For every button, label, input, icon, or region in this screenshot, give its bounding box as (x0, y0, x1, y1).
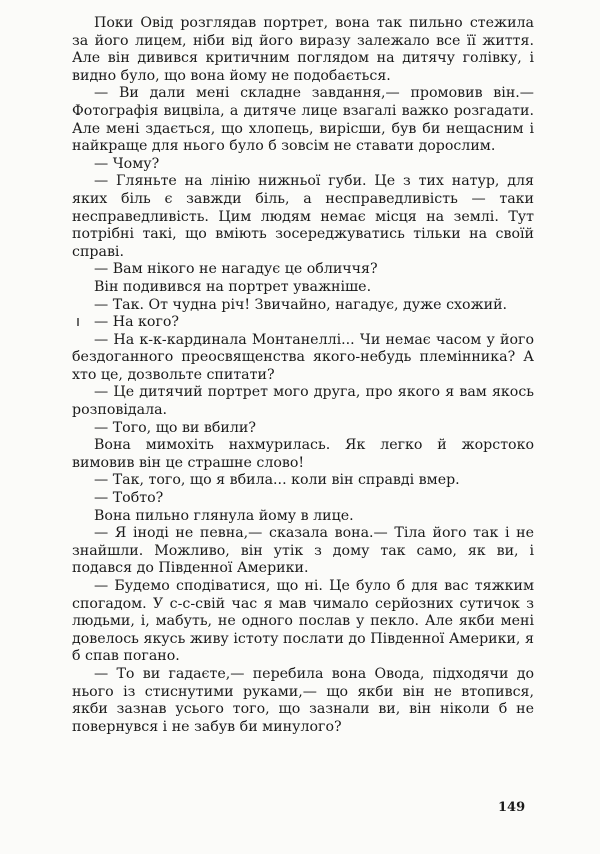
paragraph: — То ви гадаєте,— перебила вона Овода, підходячи до нього із стиснутими руками,— що якби він не втопився, якби зазнав усього того, що зазнали ви, він ніколи б не повернувся і не забув би минулого? (72, 665, 534, 735)
paragraph: Вона пильно глянула йому в лице. (94, 507, 354, 524)
paragraph: — Будемо сподіватися, що ні. Це було б для вас тяжким спогадом. У с-с-свій час я мав чимало серйозних сутичок з людьми, і, мабуть, не одного послав у пекло. Але якби мені довелось якусь живу істоту послати до Південної Америки, я б спав погано. (72, 578, 534, 665)
paragraph: — Це дитячий портрет мого друга, про якого я вам якось розповідала. (72, 384, 534, 419)
paragraph: — Тобто? (94, 490, 164, 507)
paragraph: — Так, того, що я вбила... коли він справді вмер. (94, 472, 460, 489)
paragraph: — На к-к-кардинала Монтанеллі... Чи немає часом у його бездоганного преосвященства якого-небудь племінника? А хто це, дозвольте спитати? (72, 331, 534, 383)
paragraph: — Я іноді не певна,— сказала вона.— Тіла його так і не знайшли. Можливо, він утік з дому так само, як ви, і подався до Південної Америки. (72, 525, 534, 577)
paragraph: — Чому? (94, 155, 160, 172)
paragraph: — Гляньте на лінію нижньої губи. Це з тих натур, для яких біль є завжди біль, а несправедливість — таки несправедливість. Цим людям немає місця на землі. Тут потрібні такі, що вміють зосереджуватись тільки на своїй справі. (72, 173, 534, 260)
paragraph: Поки Овід розглядав портрет, вона так пильно стежила за його лицем, ніби від його виразу залежало все її життя. Але він дивився критичним поглядом на дитячу голівку, і видно було, що вона йому не подобається. (72, 15, 534, 84)
paragraph: — Того, що ви вбили? (94, 419, 256, 436)
page-number: 149 (498, 800, 526, 815)
paragraph: Він подивився на портрет уважніше. (94, 278, 372, 295)
paragraph: — Вам нікого не нагадує це обличчя? (94, 261, 378, 278)
paragraph: — Так. От чудна річ! Звичайно, нагадує, дуже схожий. (94, 296, 508, 313)
body-text (72, 15, 534, 736)
paragraph: Вона мимохіть нахмурилась. Як легко й жорстоко вимовив він це страшне слово! (72, 437, 534, 471)
paragraph: — На кого? (94, 314, 180, 331)
paragraph: — Ви дали мені складне завдання,— промовив він.— Фотографія вицвіла, а дитяче лице взагалі важко розгадати. Але мені здається, що хлопець, вирісши, був би нещасним і найкраще для нього було б зовсім не ставати дорослим. (72, 85, 534, 155)
